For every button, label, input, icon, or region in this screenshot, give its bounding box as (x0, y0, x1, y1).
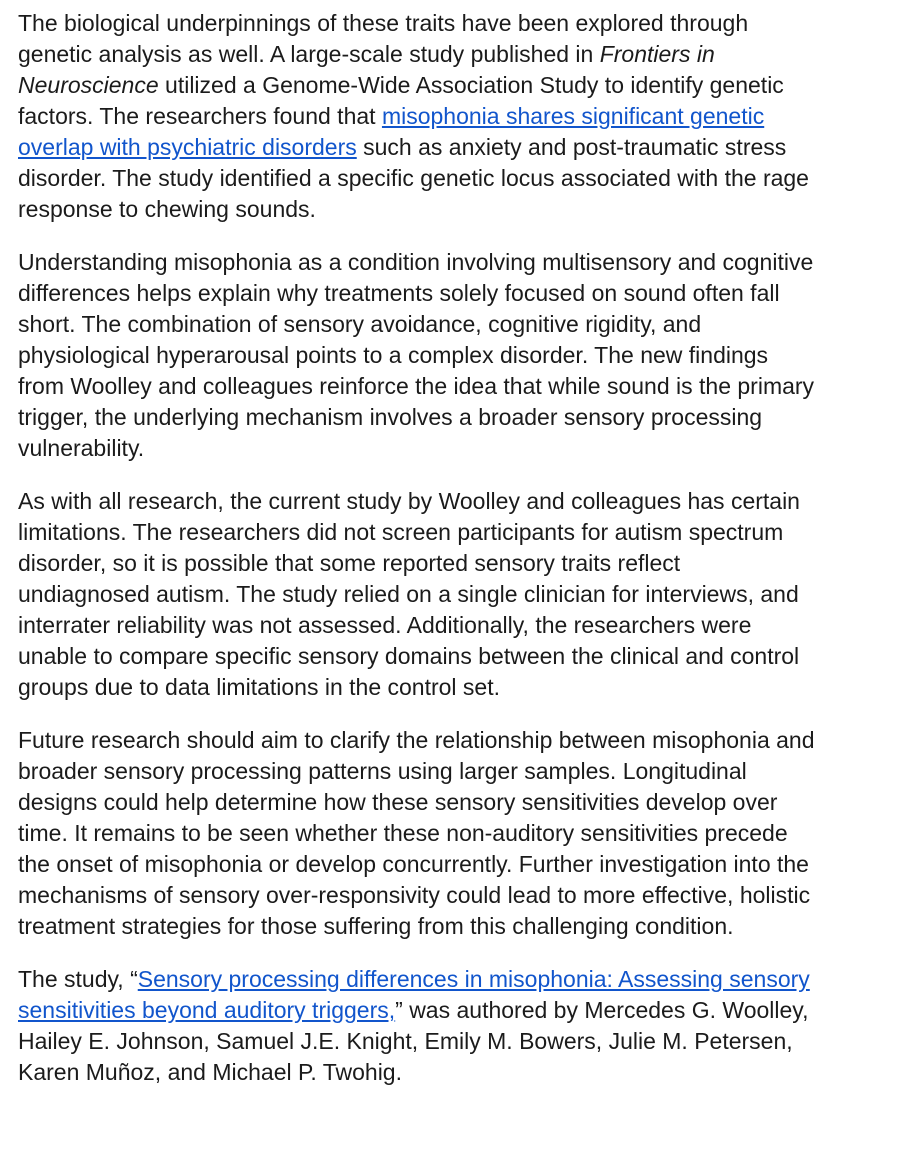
text-run: factors. The researchers found that (18, 103, 382, 129)
text-line (18, 402, 880, 433)
text-line (18, 70, 880, 101)
text-run: Neuroscience (18, 72, 159, 98)
text-run: undiagnosed autism. The study relied on a single clinician for interviews, and (18, 581, 799, 607)
text-line (18, 340, 880, 371)
text-line (18, 278, 880, 309)
text-run: The study, “ (18, 966, 138, 992)
text-line (18, 964, 880, 995)
text-line (18, 517, 880, 548)
text-run: The biological underpinnings of these traits have been explored through (18, 10, 749, 36)
text-line (18, 672, 880, 703)
paragraph-4 (18, 725, 880, 942)
text-run: disorder, so it is possible that some reported sensory traits reflect (18, 550, 681, 576)
text-run: utilized a Genome-Wide Association Study to identify genetic (158, 72, 784, 98)
text-run: unable to compare specific sensory domains between the clinical and control (18, 643, 800, 669)
text-line (18, 8, 880, 39)
study-title-link[interactable]: sensitivities beyond auditory triggers, (18, 997, 396, 1023)
text-run: Frontiers in (599, 41, 715, 67)
text-run: As with all research, the current study by Woolley and colleagues has certain (18, 488, 800, 514)
text-line (18, 132, 880, 163)
text-run: interrater reliability was not assessed. Additionally, the researchers were (18, 612, 752, 638)
text-line (18, 725, 880, 756)
text-line (18, 163, 880, 194)
text-run: such as anxiety and post-traumatic stress (356, 134, 787, 160)
text-line (18, 371, 880, 402)
text-line (18, 101, 880, 132)
text-run: broader sensory processing patterns using larger samples. Longitudinal (18, 758, 747, 784)
text-line (18, 194, 880, 225)
text-run: genetic analysis as well. A large-scale study published in (18, 41, 600, 67)
study-title-link[interactable]: Sensory processing differences in misophonia: Assessing sensory (137, 966, 810, 992)
text-line (18, 548, 880, 579)
text-run: mechanisms of sensory over-responsivity could lead to more effective, holistic (18, 882, 811, 908)
text-line (18, 641, 880, 672)
text-line (18, 1057, 880, 1088)
text-line (18, 579, 880, 610)
text-line (18, 433, 880, 464)
text-line (18, 787, 880, 818)
text-run: Hailey E. Johnson, Samuel J.E. Knight, Emily M. Bowers, Julie M. Petersen, (18, 1028, 793, 1054)
text-run: response to chewing sounds. (18, 196, 316, 222)
text-line (18, 309, 880, 340)
paragraph-5 (18, 964, 880, 1088)
text-run: short. The combination of sensory avoidance, cognitive rigidity, and (18, 311, 702, 337)
text-run: the onset of misophonia or develop concurrently. Further investigation into the (18, 851, 809, 877)
text-line (18, 911, 880, 942)
paragraph-2 (18, 247, 880, 464)
text-run: treatment strategies for those suffering from this challenging condition. (18, 913, 734, 939)
text-line (18, 995, 880, 1026)
genetic-overlap-link[interactable]: misophonia shares significant genetic (381, 103, 765, 129)
text-run: from Woolley and colleagues reinforce the idea that while sound is the primary (18, 373, 815, 399)
text-line (18, 1026, 880, 1057)
text-line (18, 880, 880, 911)
text-run: Future research should aim to clarify the relationship between misophonia and (18, 727, 815, 753)
text-run: groups due to data limitations in the control set. (18, 674, 501, 700)
text-run: Understanding misophonia as a condition involving multisensory and cognitive (18, 249, 814, 275)
text-run: ” was authored by Mercedes G. Woolley, (395, 997, 809, 1023)
text-run: disorder. The study identified a specific genetic locus associated with the rage (18, 165, 809, 191)
text-run: differences helps explain why treatments solely focused on sound often fall (18, 280, 780, 306)
text-line (18, 756, 880, 787)
genetic-overlap-link[interactable]: overlap with psychiatric disorders (18, 134, 357, 160)
paragraph-1 (18, 8, 880, 225)
text-line (18, 247, 880, 278)
text-run: Karen Muñoz, and Michael P. Twohig. (18, 1059, 402, 1085)
text-line (18, 39, 880, 70)
text-line (18, 849, 880, 880)
text-line (18, 486, 880, 517)
text-line (18, 818, 880, 849)
text-run: time. It remains to be seen whether these non-auditory sensitivities precede (18, 820, 788, 846)
text-run: physiological hyperarousal points to a complex disorder. The new findings (18, 342, 769, 368)
text-run: limitations. The researchers did not screen participants for autism spectrum (18, 519, 784, 545)
text-run: trigger, the underlying mechanism involves a broader sensory processing (18, 404, 763, 430)
paragraph-3 (18, 486, 880, 703)
text-run: designs could help determine how these sensory sensitivities develop over (18, 789, 778, 815)
text-run: vulnerability. (18, 435, 145, 461)
text-line (18, 610, 880, 641)
